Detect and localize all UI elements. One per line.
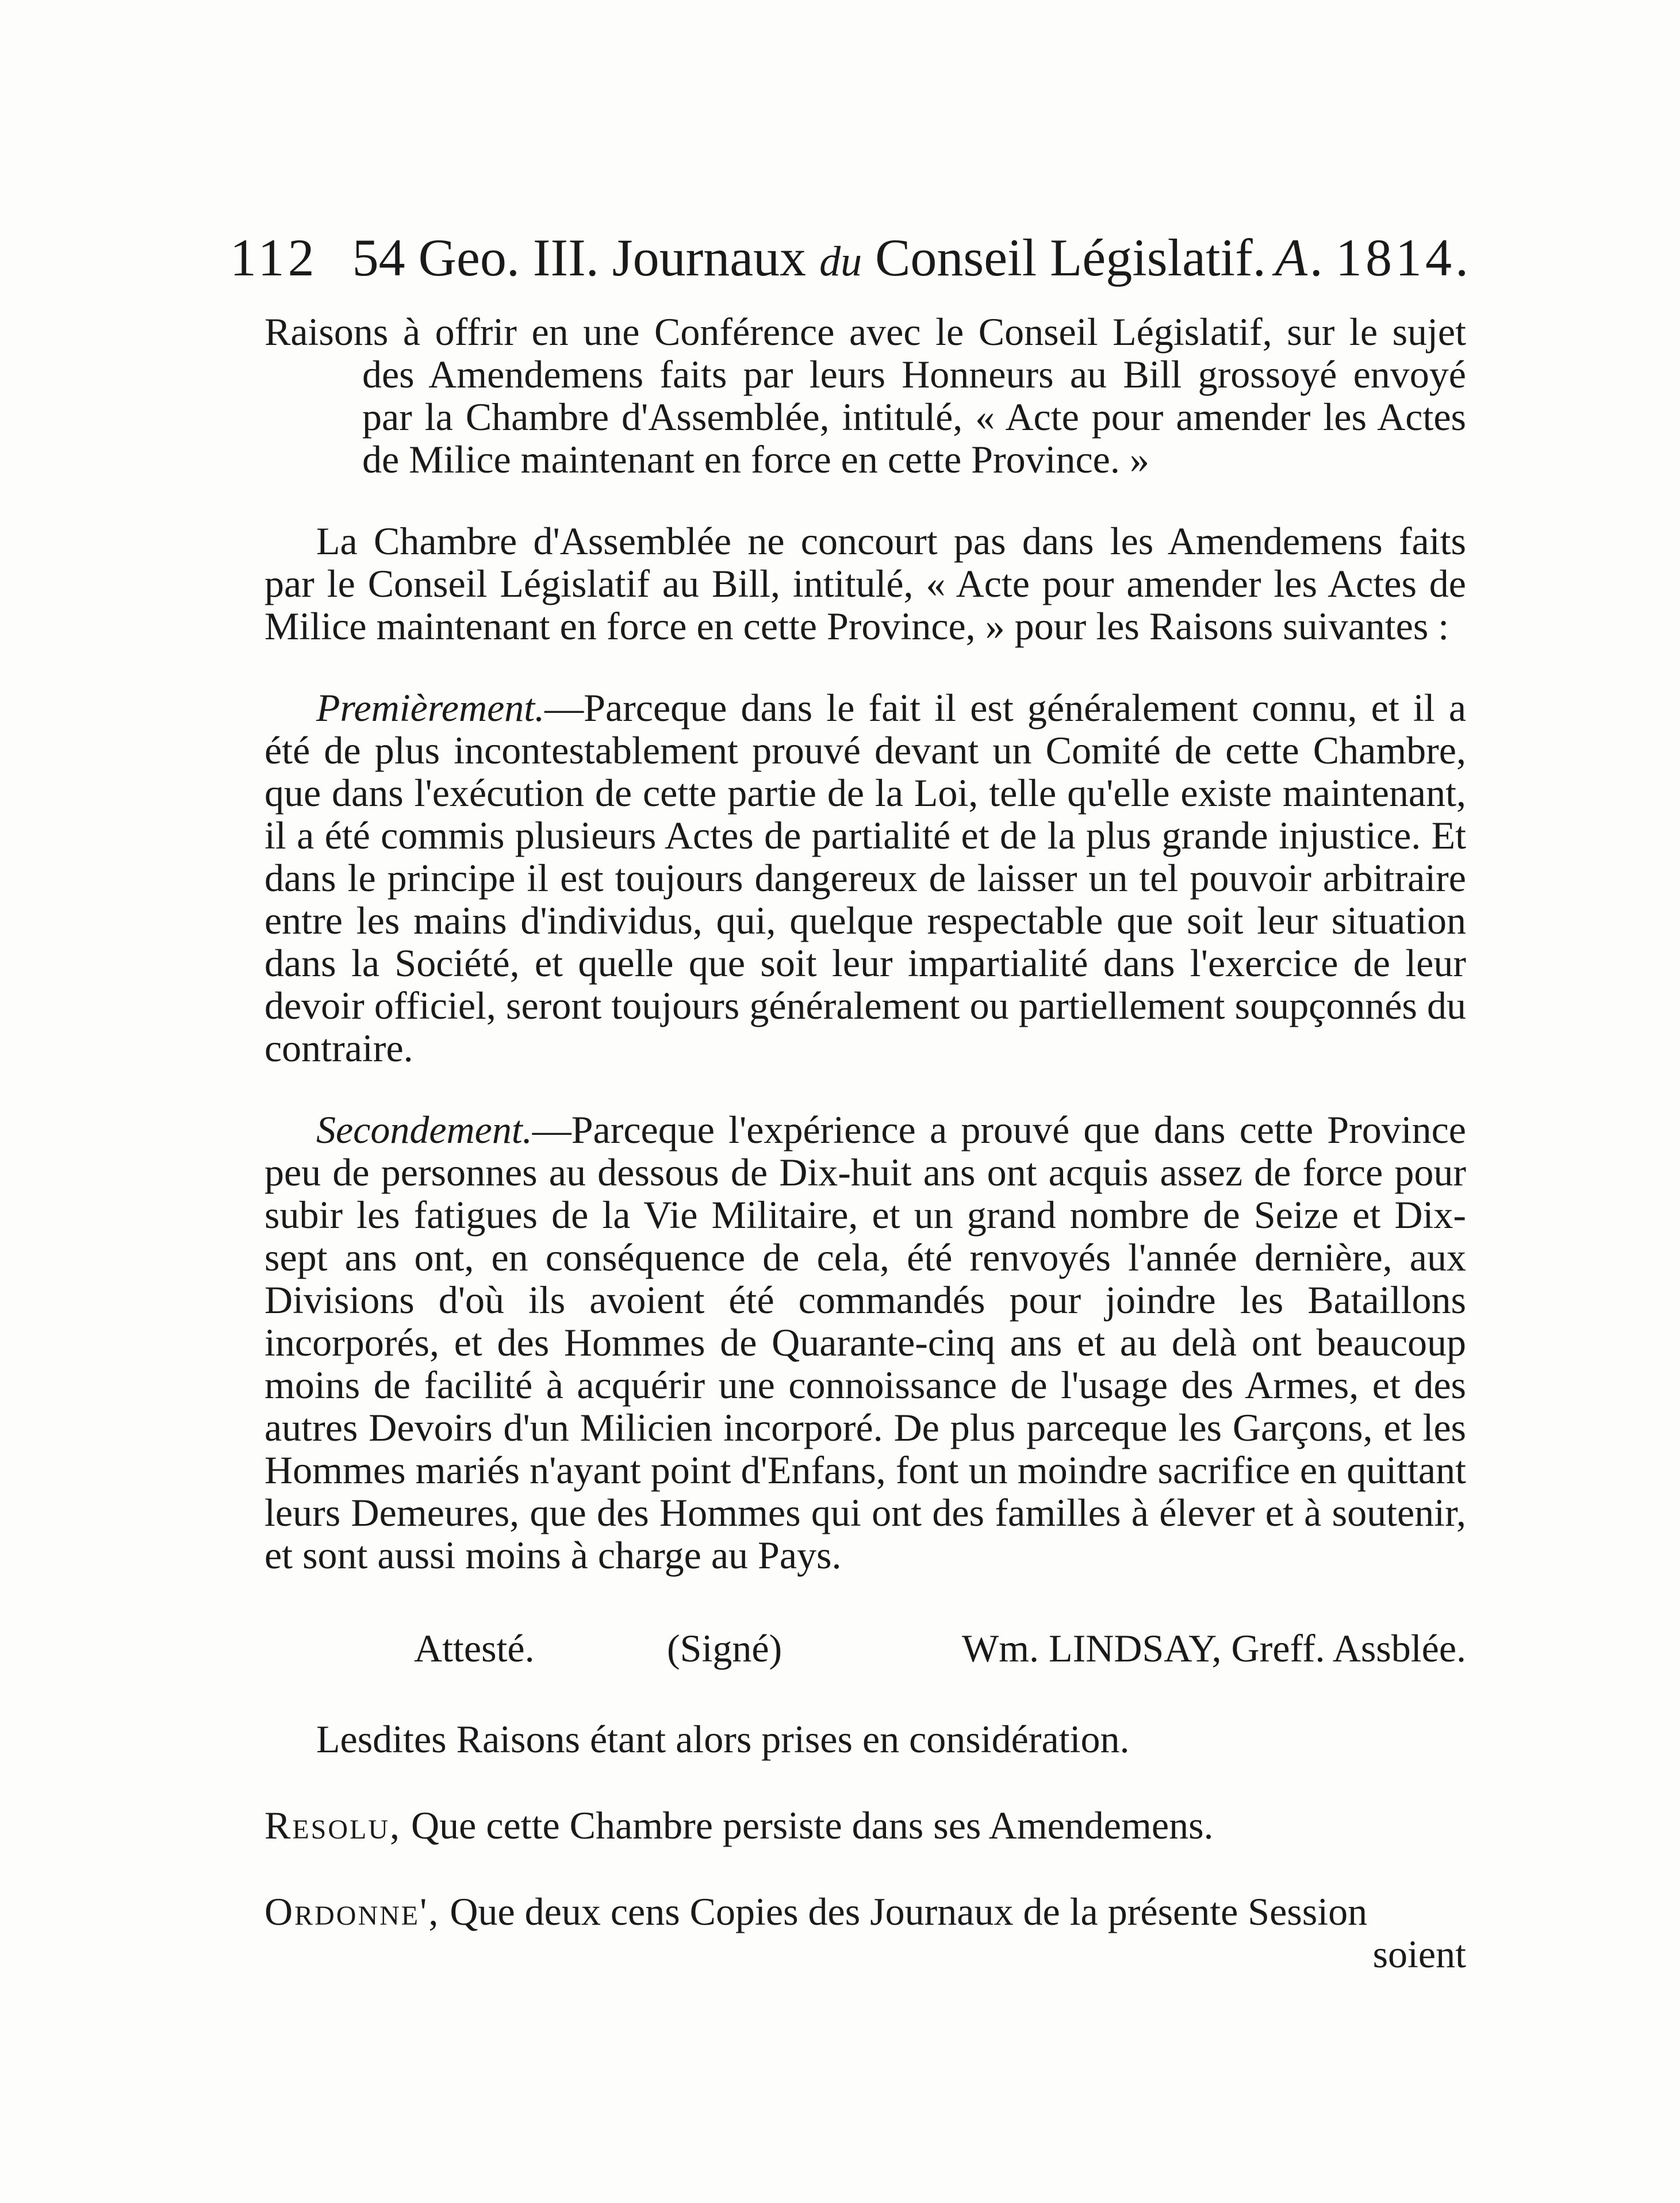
catchword: soient [1372, 1932, 1466, 1976]
ordonne-word: Ordonne', [264, 1890, 440, 1933]
first-reason-text: —Parceque dans le fait il est généralement connu, et il a été de plus incontestablement prouvé devant un Comité de cette Chambre, que dans l'exécution de cette partie de la Loi, telle qu'elle existe maintenant, il a été commis plusieurs Actes de partialité et de la plus grande injustice. Et dans le principe il est toujours dangereux de laisser un tel pouvoir arbitraire entre les mains d'individus, qui, quelque respectable que soit leur situation dans la Société, et quelle que soit leur impartialité dans l'exercice de leur devoir officiel, seront toujours généralement ou partiellement soupçonnés du contraire. [264, 686, 1466, 1070]
first-reason-lead: Premièrement. [316, 686, 545, 730]
paragraph-non-concurrence: La Chambre d'Assemblée ne concourt pas dans les Amendemens faits par le Conseil Législatif au Bill, intitulé, « Acte pour amender les Actes de Milice maintenant en force en cette Province, » pour les Raisons suivantes : [264, 519, 1466, 648]
second-reason-text: —Parceque l'expérience a prouvé que dans cette Province peu de personnes au dessous de Dix-huit ans ont acquis assez de force pour subir les fatigues de la Vie Militaire, et un grand nombre de Seize et Dix-sept ans ont, en conséquence de cela, été renvoyés l'année dernière, aux Divisions d'où ils avoient été commandés pour joindre les Bataillons incorporés, et des Hommes de Quarante-cinq ans et au delà ont beaucoup moins de facilité à acquérir une connoissance de l'usage des Armes, et des autres Devoirs d'un Milicien incorporé. De plus parceque les Garçons, et les Hommes mariés n'ayant point d'Enfans, font un moindre sacrifice en quittant leurs Demeures, que des Hommes qui ont des familles à élever et à soutenir, et sont aussi moins à charge au Pays. [264, 1108, 1466, 1577]
header-title [352, 227, 1275, 288]
second-reason-lead: Secondement. [316, 1108, 532, 1152]
attestation-line [264, 1622, 1466, 1674]
document-body [264, 310, 1466, 1975]
header-year-prefix: A. [1275, 228, 1328, 287]
resolu-text: Que cette Chambre persiste dans ses Amendemens. [401, 1803, 1214, 1847]
attested-label: Attesté. [414, 1626, 535, 1670]
page-number: 112 [230, 228, 318, 287]
paragraph-resolu [264, 1804, 1466, 1847]
paragraph-reasons-title: Raisons à offrir en une Conférence avec le Conseil Législatif, sur le sujet des Amendemens faits par leurs Honneurs au Bill grossoyé envoyé par la Chambre d'Assemblée, intitulé, « Acte pour amender les Actes de Milice maintenant en force en cette Province. » [264, 310, 1466, 481]
header-du: du [819, 238, 862, 285]
header-year-value: 1814. [1336, 228, 1472, 287]
ordonne-text: Que deux cens Copies des Journaux de la présente Session [440, 1890, 1368, 1933]
paragraph-second-reason [264, 1108, 1466, 1576]
paragraph-ordonne [264, 1890, 1466, 1933]
header-council: Conseil Législatif. [875, 228, 1266, 287]
signatory: Wm. LINDSAY, Greff. Assblée. [961, 1626, 1466, 1670]
paragraph-considered: Lesdites Raisons étant alors prises en considération. [316, 1717, 1130, 1761]
signed-label: (Signé) [667, 1626, 783, 1670]
resolu-word: Resolu, [264, 1803, 402, 1847]
header-regnal: 54 Geo. III. Journaux [352, 228, 807, 287]
header-year [1275, 227, 1472, 288]
paragraph-first-reason [264, 686, 1466, 1069]
running-header [230, 227, 1472, 296]
